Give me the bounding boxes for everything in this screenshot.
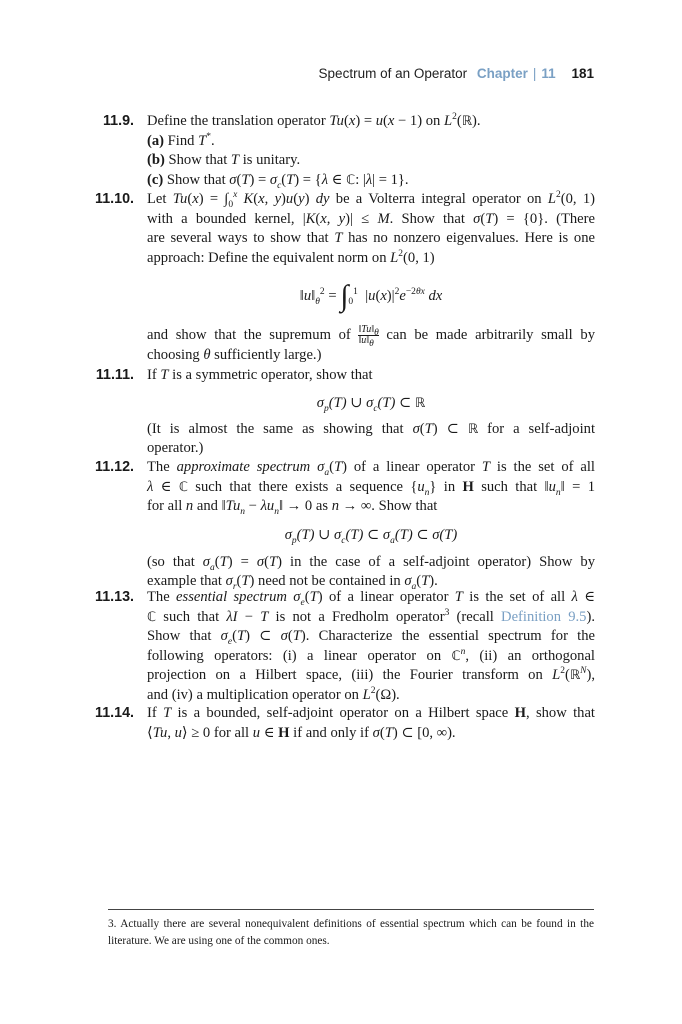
- exercise-line: and (iv) a multiplication operator on $L^2(\Omega)$.: [147, 685, 400, 703]
- exercise-line: Show that $\sigma_e(T)$ ⊂ σ(T). Characterize the essential spectrum for the: [147, 628, 596, 647]
- exercise-line: following operators: (i) a linear operator on ℂ$^n$, (ii) an orthogonal: [147, 646, 595, 664]
- chapter-number: 11: [541, 66, 556, 81]
- exercise-line: (It is almost the same as showing that σ(T) ⊂ ℝ for a self-adjoint: [147, 420, 595, 437]
- exercise-number: 11.13.: [95, 589, 134, 605]
- exercise-line: Let $Tu(x) = \int_0^x$ K(x, y)u(y) dy be a Volterra integral operator on $L^2(0$, 1): [147, 190, 595, 210]
- chapter-label: Chapter: [476, 66, 528, 81]
- footnote: 3. Actually there are several nonequivalent definitions of essential spectrum which can be found in the literature. We are using one of the common ones.: [108, 918, 594, 947]
- running-header: [319, 66, 594, 81]
- exercise-line: If T is a symmetric operator, show that: [147, 367, 373, 383]
- definition-link[interactable]: Definition 9.5: [501, 608, 587, 625]
- exercise-text: Define the translation operator Tu(x) = u(x − 1) on $L^2(ℝ)$.: [147, 112, 481, 129]
- exercise-line: ⟨Tu, u⟩ ≥ 0 for all u ∈ H if and only if σ(T) ⊂ [0, ∞).: [147, 724, 456, 741]
- exercise-line: choosing θ sufficiently large.): [147, 347, 322, 363]
- exercise-number: 11.14.: [95, 705, 134, 721]
- exercise-line: are several ways to show that T has no nonzero eigenvalues. Here is one: [147, 230, 595, 246]
- exercise-number: 11.9.: [102, 113, 134, 129]
- exercise-line: for all n and $‖Tu_n$ − $\lambda u_n‖ \to 0$ as n → ∞. Show that: [147, 498, 438, 517]
- display-equation: $\sigma_p(T)$ ∪ $\sigma_c(T)$ ⊂ ℝ: [316, 394, 426, 414]
- exercise-number: 11.10.: [95, 191, 134, 207]
- exercise-line: example that $\sigma_r(T)$ need not be contained in $\sigma_a(T)$.: [147, 573, 438, 592]
- exercise-line: approach: Define the equivalent norm on $L^2(0$, 1): [147, 248, 435, 266]
- exercise-number: 11.11.: [95, 367, 134, 383]
- display-equation: $\sigma_p(T)$ ∪ $\sigma_c(T)$ ⊂ $\sigma_a(T)$ ⊂ σ(T): [284, 526, 458, 546]
- exercise-line: with a bounded kernel, |K(x, y)| ≤ M. Show that σ(T) = {0}. (There: [147, 210, 595, 227]
- page-number: 181: [571, 66, 594, 81]
- exercise-line: operator.): [147, 440, 204, 456]
- running-title: Spectrum of an Operator: [318, 66, 468, 81]
- part-c: (c) Show that $\sigma(T) = \sigma_c(T) = \{\lambda$ ∈ ℂ: |λ| = 1}.: [147, 171, 409, 191]
- footnote-rule: [108, 909, 594, 910]
- exercise-line: The essential spectrum $\sigma_e(T)$ of a linear operator T is the set of all λ ∈: [147, 589, 595, 608]
- header-divider: |: [532, 66, 537, 81]
- exercise-line: λ ∈ ℂ such that there exists a sequence $\{u_n\}$ in H such that $‖u_n‖ = 1$: [147, 478, 595, 498]
- exercise-line: (so that $\sigma_a(T) = \sigma(T)$ in the case of a self-adjoint operator) Show by: [147, 553, 595, 573]
- exercise-line: ℂ such that λI − T is not a Fredholm operator$^3$ (recall Definition 9.5).: [147, 607, 595, 625]
- exercise-line: The approximate spectrum $\sigma_a(T)$ of a linear operator T is the set of all: [147, 459, 595, 478]
- display-equation: $‖u‖_\theta^2 = \int_0^1$ $|u(x)|^2e^{-2\theta x}$ dx: [299, 279, 443, 313]
- exercise-line: If T is a bounded, self-adjoint operator on a Hilbert space H, show that: [147, 705, 595, 721]
- exercise-line: projection on a Hilbert space, (iii) the Fourier transform on $L^2(ℝ^N)$,: [147, 666, 595, 683]
- part-a: (a) Find T*.: [147, 131, 215, 149]
- exercise-line: and show that the supremum of $\frac{‖Tu‖_\theta}{‖u‖_\theta}$ can be made arbitrarily small by: [147, 324, 595, 350]
- exercise-number: 11.12.: [95, 459, 134, 475]
- part-b: (b) Show that T is unitary.: [147, 152, 301, 168]
